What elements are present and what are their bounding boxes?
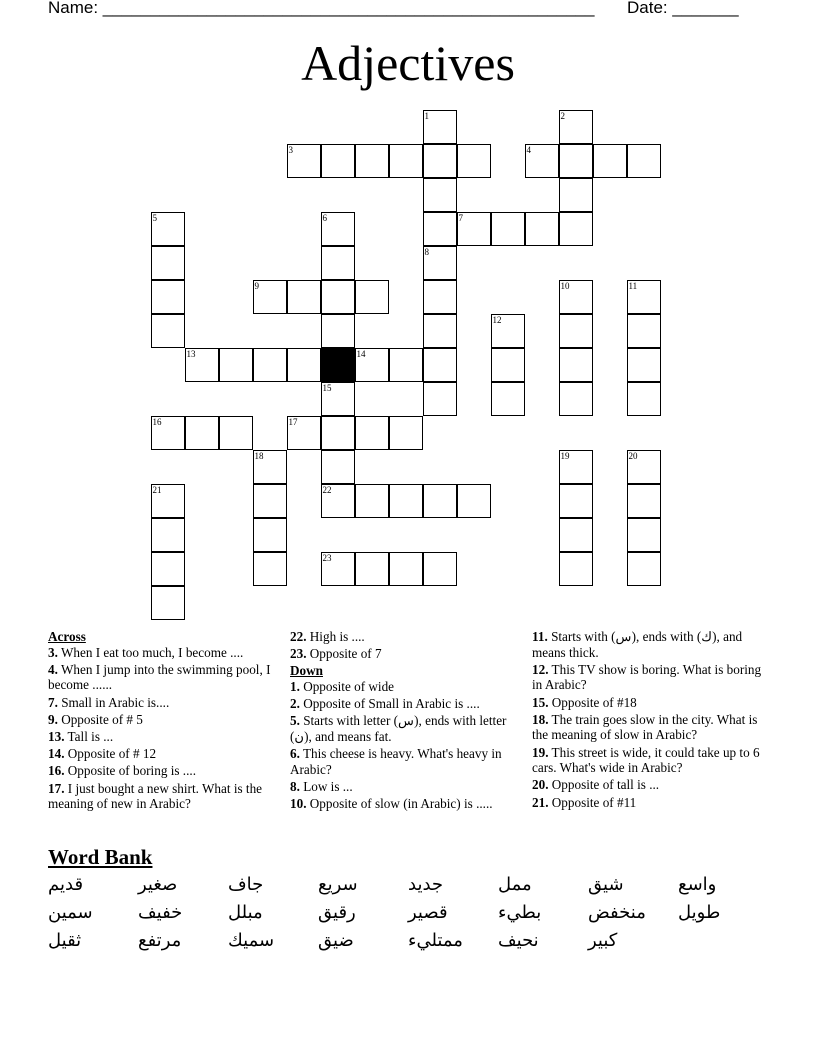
grid-cell[interactable]	[627, 552, 661, 586]
clue-item	[532, 745, 772, 776]
word-bank-item: قصير	[408, 902, 448, 923]
grid-cell[interactable]	[627, 144, 661, 178]
clues-column-3	[532, 629, 772, 812]
clue-item	[290, 696, 515, 712]
clue-text: This cheese is heavy. What's heavy in Arabic?	[290, 746, 502, 777]
grid-cell[interactable]	[151, 552, 185, 586]
clue-item	[290, 779, 515, 795]
clue-number: 6	[322, 212, 327, 223]
clue-item	[48, 729, 273, 745]
clue-item	[532, 662, 772, 693]
grid-cell[interactable]	[627, 518, 661, 552]
grid-cell[interactable]	[389, 552, 423, 586]
grid-cell[interactable]	[423, 484, 457, 518]
clue-number-label: 23.	[290, 646, 307, 662]
clue-text: Low is ...	[299, 778, 353, 794]
grid-cell[interactable]	[253, 348, 287, 382]
grid-cell[interactable]	[151, 586, 185, 620]
clue-text: When I jump into the swimming pool, I become ......	[48, 661, 271, 693]
clue-number-label: 17.	[48, 780, 65, 796]
grid-cell[interactable]	[389, 484, 423, 518]
clue-number: 18	[254, 450, 264, 461]
word-bank-item: نحيف	[498, 930, 539, 951]
clue-text: I just bought a new shirt. What is the meaning of new in Arabic?	[48, 780, 263, 812]
grid-cell[interactable]	[559, 552, 593, 586]
clue-number: 5	[152, 212, 157, 223]
clues-heading: Down	[290, 663, 323, 679]
clue-number-label: 3.	[48, 644, 58, 660]
grid-cell[interactable]	[491, 348, 525, 382]
clue-number-label: 4.	[48, 661, 58, 677]
word-bank-title: Word Bank	[48, 845, 153, 869]
word-bank-item: مبلل	[228, 902, 263, 923]
clue-text: Opposite of #11	[548, 794, 637, 810]
clue-item	[48, 712, 273, 728]
grid-cell[interactable]	[559, 518, 593, 552]
clue-number-label: 16.	[48, 763, 65, 779]
grid-cell[interactable]	[559, 484, 593, 518]
grid-cell[interactable]	[423, 212, 457, 246]
clue-text: This street is wide, it could take up to 6 cars. What's wide in Arabic?	[532, 744, 760, 776]
grid-cell[interactable]	[321, 450, 355, 484]
clue-number: 19	[560, 450, 570, 461]
grid-cell[interactable]	[355, 484, 389, 518]
grid-cell[interactable]	[321, 314, 355, 348]
word-bank-item: بطيء	[498, 902, 542, 923]
clue-number: 21	[152, 484, 162, 495]
grid-cell[interactable]	[559, 178, 593, 212]
grid-cell[interactable]	[321, 246, 355, 280]
grid-cell[interactable]	[457, 484, 491, 518]
clue-number-label: 9.	[48, 711, 58, 727]
grid-cell[interactable]	[219, 416, 253, 450]
grid-cell[interactable]	[389, 348, 423, 382]
clue-text: Opposite of wide	[299, 678, 395, 694]
clue-text: Tall is ...	[64, 728, 114, 744]
word-bank-item: سريع	[318, 874, 358, 895]
clue-number-label: 5.	[290, 713, 300, 729]
word-bank-item: جديد	[408, 874, 444, 895]
clue-number-label: 22.	[290, 629, 307, 644]
clue-number-label: 12.	[532, 661, 549, 677]
clue-number: 13	[186, 348, 196, 359]
clue-number-label: 2.	[290, 696, 300, 712]
clue-text: Starts with (س), ends with (ك), and means thick.	[532, 629, 743, 660]
grid-cell[interactable]	[287, 348, 321, 382]
page-title: Adjectives	[301, 35, 515, 91]
word-bank-item: صغير	[138, 874, 178, 895]
clue-text: Opposite of Small in Arabic is ....	[299, 696, 480, 712]
clue-number: 15	[322, 382, 332, 393]
grid-cell[interactable]	[627, 484, 661, 518]
clue-item	[290, 629, 515, 645]
grid-cell[interactable]	[423, 314, 457, 348]
name-field-label: Name: ____________________________________________________	[48, 0, 595, 17]
grid-cell[interactable]	[491, 212, 525, 246]
word-bank-item: جاف	[228, 874, 264, 895]
clue-number: 16	[152, 416, 162, 427]
clue-text: When I eat too much, I become ....	[57, 644, 244, 660]
clue-item	[48, 746, 273, 762]
clue-number-label: 11.	[532, 629, 548, 644]
clue-text: Opposite of 7	[306, 646, 382, 662]
grid-cell[interactable]	[355, 280, 389, 314]
clue-number-label: 10.	[290, 796, 307, 812]
clue-number: 8	[424, 246, 429, 257]
clue-number: 17	[288, 416, 298, 427]
clue-number: 12	[492, 314, 502, 325]
clue-number-label: 18.	[532, 711, 549, 727]
clue-number: 14	[356, 348, 366, 359]
clue-item	[48, 763, 273, 779]
clue-number-label: 6.	[290, 746, 300, 762]
word-bank-item: واسع	[678, 874, 717, 895]
grid-cell[interactable]	[185, 416, 219, 450]
word-bank-item: ممتليء	[408, 930, 463, 951]
grid-cell[interactable]	[559, 348, 593, 382]
clue-number-label: 8.	[290, 778, 300, 794]
word-bank-item: خفيف	[138, 902, 183, 923]
clue-number: 9	[254, 280, 259, 291]
clue-item	[532, 795, 772, 811]
grid-cell[interactable]	[627, 348, 661, 382]
clue-number-label: 19.	[532, 744, 549, 760]
clue-number-label: 13.	[48, 728, 65, 744]
grid-cell[interactable]	[355, 416, 389, 450]
clue-text: Opposite of boring is ....	[64, 763, 196, 779]
clue-text: Opposite of # 5	[57, 711, 143, 727]
clue-number: 10	[560, 280, 570, 291]
grid-cell[interactable]	[389, 144, 423, 178]
clue-text: Starts with letter (س), ends with letter (ن), and means fat.	[290, 713, 507, 744]
clue-item	[48, 662, 273, 693]
grid-cell[interactable]	[389, 416, 423, 450]
grid-cell[interactable]	[457, 144, 491, 178]
grid-cell[interactable]	[253, 518, 287, 552]
blocked-cell	[321, 348, 355, 382]
grid-cell[interactable]	[559, 314, 593, 348]
clue-item	[48, 695, 273, 711]
clue-item	[290, 679, 515, 695]
grid-cell[interactable]	[627, 314, 661, 348]
grid-cell[interactable]	[151, 246, 185, 280]
grid-cell[interactable]	[321, 280, 355, 314]
grid-cell[interactable]	[151, 280, 185, 314]
clue-text: Opposite of slow (in Arabic) is .....	[306, 796, 493, 812]
clue-number-label: 7.	[48, 694, 58, 710]
clue-text: The train goes slow in the city. What is the meaning of slow in Arabic?	[532, 711, 758, 743]
clue-number-label: 1.	[290, 678, 300, 694]
grid-cell[interactable]	[321, 144, 355, 178]
clue-item	[290, 796, 515, 812]
clue-item	[48, 781, 273, 812]
word-bank-item: مرتفع	[138, 930, 182, 951]
clue-number-label: 21.	[532, 794, 549, 810]
grid-cell[interactable]	[559, 144, 593, 178]
grid-cell[interactable]	[423, 144, 457, 178]
word-bank-item: قديم	[48, 874, 84, 895]
word-bank-item: شيق	[588, 874, 624, 895]
grid-cell[interactable]	[491, 382, 525, 416]
grid-cell[interactable]	[151, 314, 185, 348]
clue-number: 22	[322, 484, 332, 495]
clue-text: High is ....	[306, 629, 365, 644]
clue-item	[532, 712, 772, 743]
clue-number: 4	[526, 144, 531, 155]
word-bank-item: ممل	[498, 874, 532, 895]
clue-item	[532, 777, 772, 793]
word-bank-item: كبير	[588, 930, 618, 951]
clue-number: 23	[322, 552, 332, 563]
grid-cell[interactable]	[253, 552, 287, 586]
clue-text: Opposite of # 12	[64, 746, 157, 762]
grid-cell[interactable]	[559, 382, 593, 416]
clues-heading: Across	[48, 629, 86, 644]
clue-number: 11	[628, 280, 638, 291]
grid-cell[interactable]	[423, 382, 457, 416]
word-bank-item: سمين	[48, 902, 93, 923]
grid-cell[interactable]	[525, 212, 559, 246]
clue-item	[290, 646, 515, 662]
word-bank-item: منخفض	[588, 902, 646, 923]
grid-cell[interactable]	[219, 348, 253, 382]
clue-item	[290, 746, 515, 777]
grid-cell[interactable]	[355, 552, 389, 586]
word-bank-item: طويل	[678, 902, 721, 923]
clue-item	[290, 713, 515, 744]
clue-text: Opposite of tall is ...	[548, 777, 660, 793]
clue-number: 20	[628, 450, 638, 461]
grid-cell[interactable]	[253, 484, 287, 518]
clue-number: 2	[560, 110, 565, 121]
word-bank-item: ضيق	[318, 930, 354, 951]
word-bank-item: ثقيل	[48, 930, 82, 951]
word-bank-item: سميك	[228, 930, 275, 951]
grid-cell[interactable]	[355, 144, 389, 178]
clue-number: 7	[458, 212, 463, 223]
date-field-label: Date: _______	[627, 0, 739, 17]
clue-number-label: 15.	[532, 694, 549, 710]
grid-cell[interactable]	[321, 416, 355, 450]
clue-number-label: 20.	[532, 777, 549, 793]
clues-column-2	[290, 629, 515, 813]
clues-column-1	[48, 629, 273, 813]
clue-item	[532, 695, 772, 711]
clue-number: 3	[288, 144, 293, 155]
grid-cell[interactable]	[423, 178, 457, 212]
clue-text: Opposite of #18	[548, 694, 637, 710]
grid-cell[interactable]	[151, 518, 185, 552]
word-bank-item: رقيق	[318, 902, 356, 923]
clue-number: 1	[424, 110, 429, 121]
clue-text: This TV show is boring. What is boring in Arabic?	[532, 661, 762, 693]
clue-text: Small in Arabic is....	[57, 694, 170, 710]
clue-number-label: 14.	[48, 746, 65, 762]
grid-cell[interactable]	[423, 552, 457, 586]
clue-item	[532, 629, 772, 660]
clue-item	[48, 645, 273, 661]
grid-cell[interactable]	[287, 280, 321, 314]
grid-cell[interactable]	[593, 144, 627, 178]
grid-cell[interactable]	[627, 382, 661, 416]
grid-cell[interactable]	[559, 212, 593, 246]
grid-cell[interactable]	[423, 348, 457, 382]
grid-cell[interactable]	[423, 280, 457, 314]
